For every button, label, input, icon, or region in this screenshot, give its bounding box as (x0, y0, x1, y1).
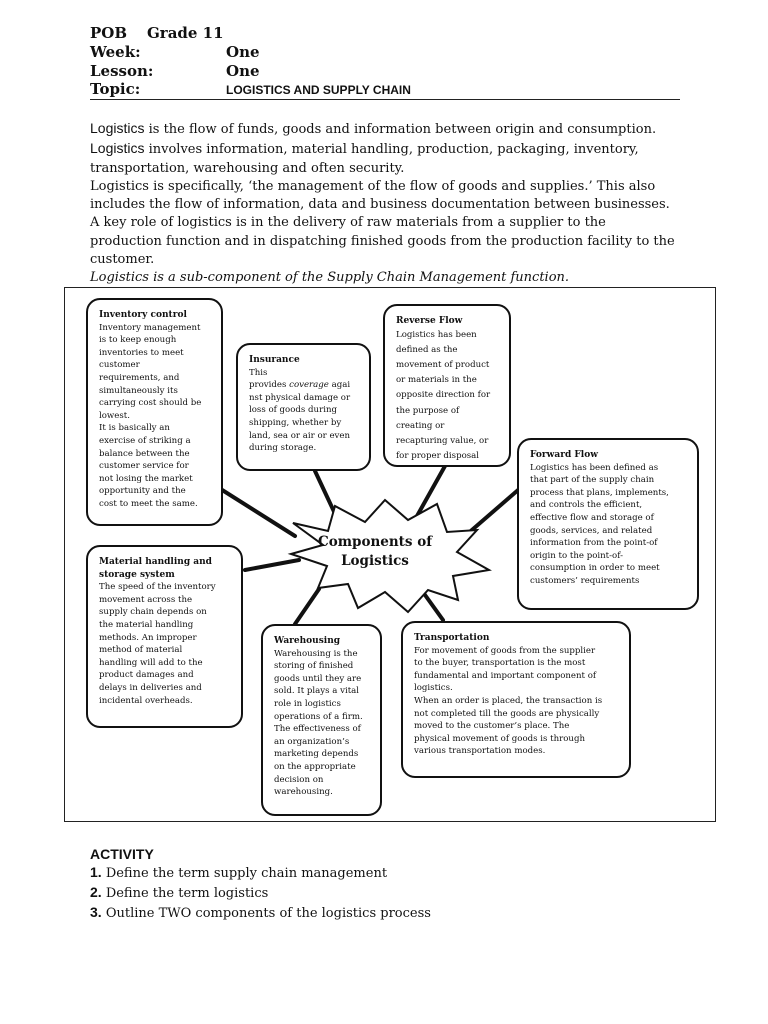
lesson-label: Lesson: (90, 62, 154, 80)
material-handling-box (86, 545, 243, 728)
activity-section (90, 845, 431, 923)
activity-title: ACTIVITY (90, 846, 154, 862)
intro-sentence-1: is the flow of funds, goods and information between origin and consumption. (144, 122, 657, 137)
warehousing-box (261, 624, 382, 816)
box-title: Material handling and storage system (99, 557, 212, 580)
insurance-box (236, 343, 371, 471)
week-label: Week: (90, 43, 141, 61)
lesson-value: One (226, 62, 260, 80)
transportation-box (401, 621, 631, 778)
topic-label: Topic: (90, 80, 141, 98)
box-text: For movement of goods from the supplier to the buyer, transportation is the most fundamental and important component of logistics. When an order is placed, the transaction is not completed till the goods are physically moved to the customer’s place. The physical movement of goods is through various transportation modes. (414, 645, 603, 757)
inventory-control-box (86, 298, 223, 526)
intro-text (90, 119, 680, 288)
reverse-flow-box (383, 304, 511, 467)
intro-paragraph-2: Logistics is specifically, ‘the management of the flow of goods and supplies.’ This also includes the flow of information, data and business documentation between businesses. A key role of logistics is in the delivery of raw materials from a supplier to the production function and in dispatching finished goods from the production facility to the customer. (90, 178, 675, 268)
box-text: This provides coverage agai nst physical damage or loss of goods during shipping, whether by land, sea or air or even during storage. (249, 367, 351, 454)
logistics-diagram (64, 287, 716, 822)
box-text: Inventory management is to keep enough inventories to meet customer requirements, and simultaneously its carrying cost should be lowest. It is basically an exercise of striking a balance between the customer service for not losing the market opportunity and the cost to meet the same. (99, 322, 202, 509)
week-value: One (226, 43, 260, 61)
box-text: Logistics has been defined as the movement of product or materials in the opposite direction for the purpose of creating or recapturing value, or for proper disposal (396, 329, 491, 462)
grade-label: Grade 11 (147, 24, 224, 42)
box-text: Warehousing is the storing of finished goods until they are sold. It plays a vital role in logistics operations of a firm. The effectiveness of an organization’s marketing depends on the appropriate decision on warehousing. (274, 648, 363, 798)
box-title: Forward Flow (530, 450, 598, 460)
activity-item: 1. Define the term supply chain management (90, 864, 388, 881)
box-title: Reverse Flow (396, 316, 463, 326)
connector-inventory (219, 488, 295, 536)
topic-value: LOGISTICS AND SUPPLY CHAIN (226, 83, 411, 97)
box-title: Inventory control (99, 310, 187, 320)
box-text: The speed of the inventory movement across the supply chain depends on the material handling methods. An improper method of material handling will add to the product damages and delays in deliveries and incidental overheads. (99, 582, 216, 706)
connector-warehousing (295, 589, 319, 624)
connector-material (245, 560, 299, 570)
intro-italic-note: Logistics is a sub-component of the Supply Chain Management function. (90, 270, 570, 286)
intro-keyword: Logistics (90, 140, 145, 157)
intro-sentence-2: involves information, material handling, production, packaging, inventory, transportation, warehousing and often security. (90, 142, 639, 176)
center-label: Components of Logistics (317, 534, 433, 569)
box-title: Warehousing (274, 636, 341, 646)
box-text: Logistics has been defined as that part of the supply chain process that plans, implements, and controls the efficient, effective flow and storage of goods, services, and related information from the point-of origin to the point-of- consumption in order to meet customers’ requirements (530, 462, 669, 586)
intro-keyword: Logistics (90, 120, 145, 136)
activity-item: 3. Outline TWO components of the logistics process (90, 904, 431, 921)
activity-item: 2. Define the term logistics (90, 884, 269, 901)
box-title: Insurance (249, 355, 300, 365)
box-title: Transportation (414, 633, 490, 643)
header-divider (90, 99, 680, 100)
forward-flow-box (517, 438, 699, 610)
subject-label: POB (90, 24, 128, 42)
